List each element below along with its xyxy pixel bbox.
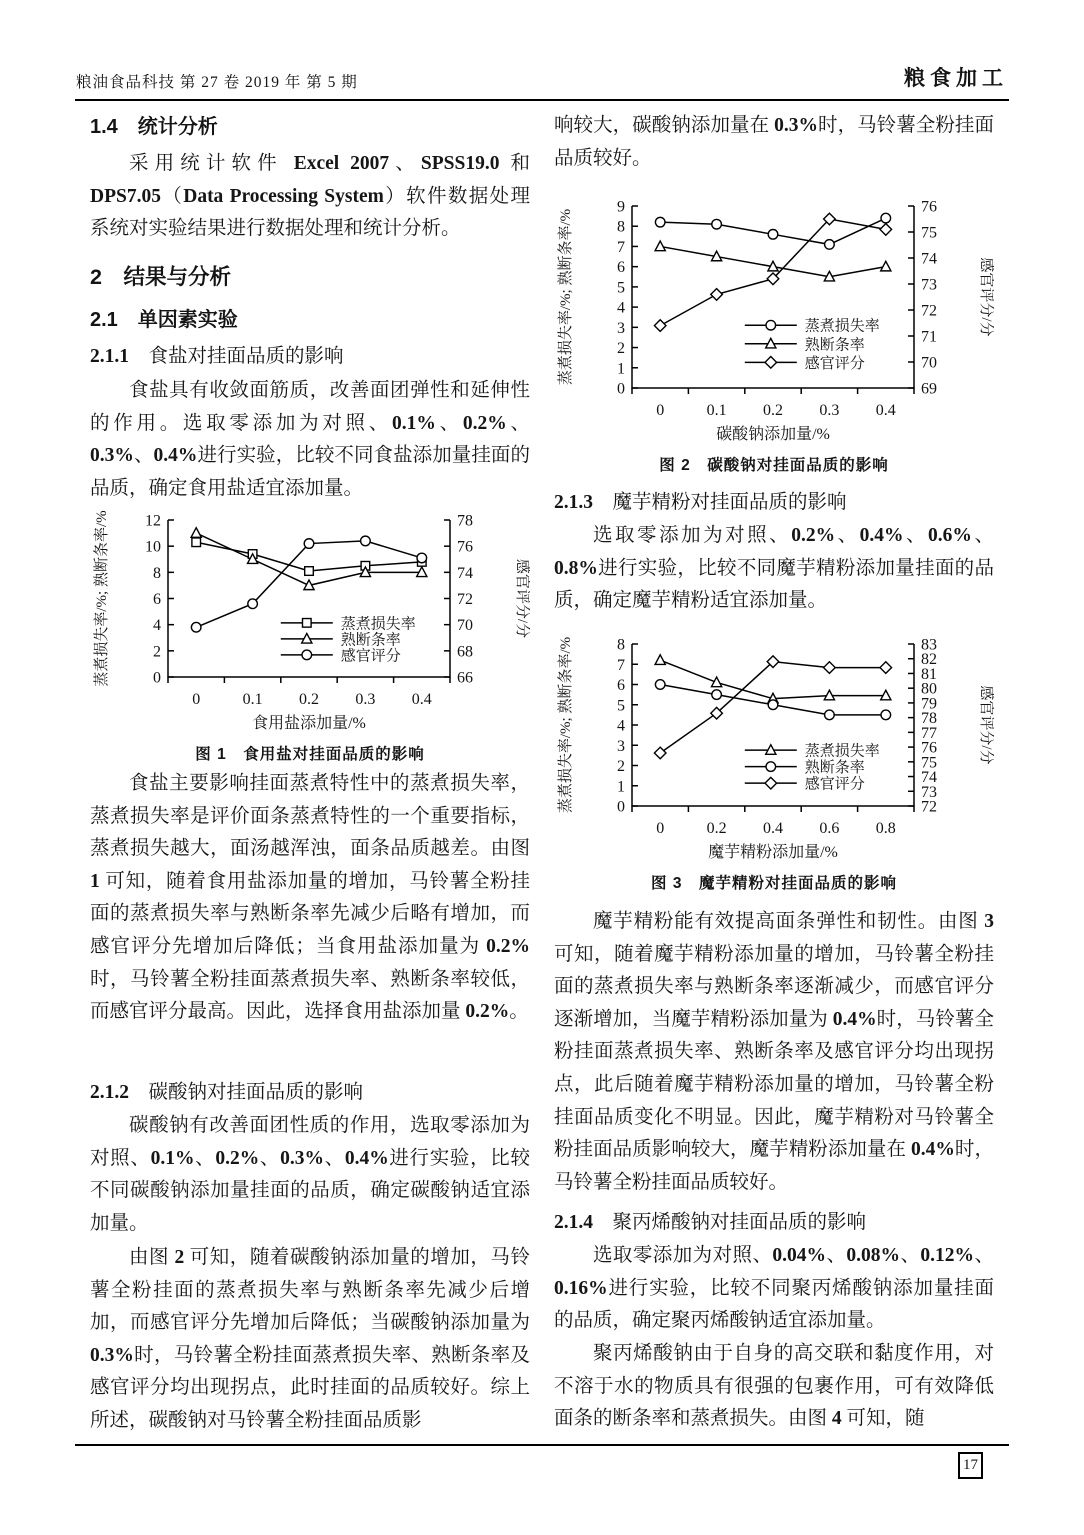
svg-text:感官评分/分: 感官评分/分 xyxy=(978,685,994,765)
svg-text:碳酸钠添加量/%: 碳酸钠添加量/% xyxy=(716,426,830,443)
svg-text:感官评分/分: 感官评分/分 xyxy=(514,558,530,639)
header-journal-line: 粮油食品科技 第 27 卷 2019 年 第 5 期 xyxy=(76,74,358,91)
svg-text:熟断条率: 熟断条率 xyxy=(804,337,865,354)
svg-text:83: 83 xyxy=(921,636,937,654)
svg-text:7: 7 xyxy=(617,656,625,674)
svg-text:0.2: 0.2 xyxy=(706,820,727,837)
svg-text:4: 4 xyxy=(153,617,161,635)
svg-text:0: 0 xyxy=(656,820,665,837)
figure-3 xyxy=(554,634,994,893)
header-rule xyxy=(75,99,1009,101)
svg-text:66: 66 xyxy=(457,669,473,687)
svg-text:9: 9 xyxy=(617,198,625,216)
svg-text:0: 0 xyxy=(617,380,625,398)
svg-text:4: 4 xyxy=(617,299,625,317)
footer-rule xyxy=(75,1444,1009,1446)
figure-3-caption: 图 3 魔芋精粉对挂面品质的影响 xyxy=(651,875,897,892)
svg-text:0.4: 0.4 xyxy=(875,402,896,419)
paragraph-paas-intro: 选取零添加为对照、0.04%、0.08%、0.12%、0.16%进行实验，比较不同聚丙烯酸钠添加量挂面的品质，确定聚丙烯酸钠适宜添加量。 xyxy=(554,1245,994,1332)
figure-2-caption: 图 2 碳酸钠对挂面品质的影响 xyxy=(659,457,889,474)
svg-text:76: 76 xyxy=(457,538,473,556)
svg-text:73: 73 xyxy=(921,783,937,801)
figure-2-chart xyxy=(554,196,994,446)
svg-text:0: 0 xyxy=(153,669,161,687)
svg-text:4: 4 xyxy=(617,717,625,735)
svg-text:8: 8 xyxy=(617,636,625,654)
svg-text:12: 12 xyxy=(145,512,161,530)
figure-1 xyxy=(90,510,530,764)
svg-text:8: 8 xyxy=(617,218,625,236)
svg-text:0.4: 0.4 xyxy=(763,820,783,837)
svg-text:6: 6 xyxy=(617,259,625,277)
section-heading-1-4: 1.4 统计分析 xyxy=(90,116,218,138)
svg-text:蒸煮损失率: 蒸煮损失率 xyxy=(804,743,880,760)
svg-text:79: 79 xyxy=(921,695,937,713)
svg-text:6: 6 xyxy=(153,591,161,608)
svg-text:蒸煮损失率/%; 熟断条率/%: 蒸煮损失率/%; 熟断条率/% xyxy=(94,510,110,687)
svg-text:0.3: 0.3 xyxy=(819,402,840,419)
svg-text:72: 72 xyxy=(921,798,937,816)
svg-text:熟断条率: 熟断条率 xyxy=(340,632,401,649)
svg-text:0.4: 0.4 xyxy=(411,691,432,708)
figure-2 xyxy=(554,196,994,475)
paragraph-soda-result: 由图 2 可知，随着碳酸钠添加量的增加，马铃薯全粉挂面的蒸煮损失率与熟断条率先减少后增加，而感官评分先增加后降低；当碳酸钠添加量为 0.3%时，马铃薯全粉挂面蒸煮损失率、熟断条率及感官评分均出现拐点，此时挂面的品质较好。综上所述，碳酸钠对马铃薯全粉挂面品质影 xyxy=(90,1247,530,1431)
svg-text:74: 74 xyxy=(921,250,937,268)
svg-text:0.6: 0.6 xyxy=(819,820,840,837)
paragraph-soda-intro: 碳酸钠有改善面团性质的作用，选取零添加为对照、0.1%、0.2%、0.3%、0.4%进行实验，比较不同碳酸钠添加量挂面的品质，确定碳酸钠适宜添加量。 xyxy=(90,1115,530,1234)
paragraph-statistics: 采用统计软件 Excel 2007、SPSS19.0 和 DPS7.05（Data Processing System）软件数据处理系统对实验结果进行数据处理和统计分析。 xyxy=(90,153,530,240)
figure-1-caption: 图 1 食用盐对挂面品质的影响 xyxy=(195,746,425,763)
svg-text:75: 75 xyxy=(921,754,937,772)
svg-text:77: 77 xyxy=(921,724,937,742)
svg-text:5: 5 xyxy=(617,279,625,297)
paragraph-salt-intro: 食盐具有收敛面筋质，改善面团弹性和延伸性的作用。选取零添加为对照、0.1%、0.2%、0.3%、0.4%进行实验，比较不同食盐添加量挂面的品质，确定食用盐适宜添加量。 xyxy=(90,380,530,499)
svg-text:感官评分: 感官评分 xyxy=(804,776,865,793)
section-heading-2-1-4: 2.1.4 聚丙烯酸钠对挂面品质的影响 xyxy=(554,1212,867,1233)
svg-text:80: 80 xyxy=(921,680,937,698)
svg-text:0: 0 xyxy=(656,402,665,419)
svg-text:感官评分: 感官评分 xyxy=(340,648,401,665)
figure-3-chart xyxy=(554,634,994,864)
section-heading-2-1-3: 2.1.3 魔芋精粉对挂面品质的影响 xyxy=(554,492,847,513)
svg-text:2: 2 xyxy=(153,643,161,661)
svg-text:感官评分/分: 感官评分/分 xyxy=(978,257,994,337)
svg-text:72: 72 xyxy=(921,302,937,320)
svg-text:5: 5 xyxy=(617,697,625,715)
svg-text:70: 70 xyxy=(921,354,937,372)
svg-text:75: 75 xyxy=(921,224,937,242)
svg-text:2: 2 xyxy=(617,758,625,775)
paragraph-konjac-result: 魔芋精粉能有效提高面条弹性和韧性。由图 3 可知，随着魔芋精粉添加量的增加，马铃薯全粉挂面的蒸煮损失率与熟断条率逐渐减少，而感官评分逐渐增加，当魔芋精粉添加量为 0.4%时，马铃薯全粉挂面蒸煮损失率、熟断条率及感官评分均出现拐点，此后随着魔芋精粉添加量的增加，马铃薯全粉挂面品质变化不明显。因此，魔芋精粉对马铃薯全粉挂面品质影响较大，魔芋精粉添加量在 0.4%时，马铃薯全粉挂面品质较好。 xyxy=(554,911,994,1193)
svg-text:0: 0 xyxy=(192,691,201,708)
svg-text:0.1: 0.1 xyxy=(242,691,263,708)
section-heading-2-1-2: 2.1.2 碳酸钠对挂面品质的影响 xyxy=(90,1082,364,1103)
svg-text:78: 78 xyxy=(921,710,937,728)
section-heading-2-1: 2.1 单因素实验 xyxy=(90,309,238,331)
svg-text:魔芋精粉添加量/%: 魔芋精粉添加量/% xyxy=(708,844,838,861)
paragraph-konjac-intro: 选取零添加为对照、0.2%、0.4%、0.6%、0.8%进行实验，比较不同魔芋精粉添加量挂面的品质，确定魔芋精粉适宜添加量。 xyxy=(554,525,994,612)
section-heading-2: 2 结果与分析 xyxy=(90,265,231,289)
svg-text:78: 78 xyxy=(457,512,473,530)
svg-text:蒸煮损失率: 蒸煮损失率 xyxy=(804,318,880,335)
svg-text:蒸煮损失率/%; 熟断条率/%: 蒸煮损失率/%; 熟断条率/% xyxy=(558,208,574,386)
svg-text:8: 8 xyxy=(153,564,161,582)
svg-text:熟断条率: 熟断条率 xyxy=(804,760,865,777)
svg-text:1: 1 xyxy=(617,360,625,378)
svg-text:73: 73 xyxy=(921,276,937,294)
svg-text:蒸煮损失率: 蒸煮损失率 xyxy=(340,616,416,633)
svg-text:76: 76 xyxy=(921,739,937,757)
svg-text:82: 82 xyxy=(921,651,937,669)
svg-text:10: 10 xyxy=(145,538,161,556)
svg-text:70: 70 xyxy=(457,617,473,635)
svg-text:0.8: 0.8 xyxy=(875,820,896,837)
page-number-box xyxy=(958,1452,983,1479)
svg-text:2: 2 xyxy=(617,340,625,358)
svg-text:蒸煮损失率/%; 熟断条率/%: 蒸煮损失率/%; 熟断条率/% xyxy=(558,636,574,814)
paragraph-soda-result-cont: 响较大，碳酸钠添加量在 0.3%时，马铃薯全粉挂面品质较好。 xyxy=(554,115,994,169)
svg-text:6: 6 xyxy=(617,677,625,694)
svg-text:0.1: 0.1 xyxy=(706,402,727,419)
svg-text:69: 69 xyxy=(921,380,937,398)
svg-text:3: 3 xyxy=(617,319,625,337)
svg-text:0.3: 0.3 xyxy=(355,691,376,708)
svg-text:1: 1 xyxy=(617,778,625,796)
svg-text:食用盐添加量/%: 食用盐添加量/% xyxy=(252,715,366,732)
paragraph-salt-result: 食盐主要影响挂面蒸煮特性中的蒸煮损失率，蒸煮损失率是评价面条蒸煮特性的一个重要指标，蒸煮损失越大，面汤越浑浊，面条品质越差。由图 1 可知，随着食用盐添加量的增加，马铃薯全粉挂面的蒸煮损失率与熟断条率先减少后略有增加，而感官评分先增加后降低；当食用盐添加量为 0.2%时，马铃薯全粉挂面蒸煮损失率、熟断条率较低，而感官评分最高。因此，选择食用盐添加量 0.2%。 xyxy=(90,773,530,1023)
svg-text:0: 0 xyxy=(617,798,625,816)
svg-text:74: 74 xyxy=(457,564,473,582)
svg-text:81: 81 xyxy=(921,665,937,683)
page-number: 17 xyxy=(963,1457,978,1473)
svg-text:74: 74 xyxy=(921,769,937,787)
paragraph-paas-mechanism: 聚丙烯酸钠由于自身的高交联和黏度作用，对不溶于水的物质具有很强的包裹作用，可有效降低面条的断条率和蒸煮损失。由图 4 可知，随 xyxy=(554,1343,994,1430)
header-section-label: 粮食加工 xyxy=(904,67,1008,90)
svg-text:76: 76 xyxy=(921,198,937,216)
section-heading-2-1-1: 2.1.1 食盐对挂面品质的影响 xyxy=(90,346,344,367)
svg-text:3: 3 xyxy=(617,737,625,755)
svg-text:71: 71 xyxy=(921,328,937,346)
svg-text:72: 72 xyxy=(457,591,473,608)
svg-text:7: 7 xyxy=(617,238,625,256)
svg-text:68: 68 xyxy=(457,643,473,661)
figure-1-chart xyxy=(90,510,530,735)
svg-text:感官评分: 感官评分 xyxy=(804,355,865,372)
svg-text:0.2: 0.2 xyxy=(299,691,319,708)
svg-text:0.2: 0.2 xyxy=(763,402,783,419)
